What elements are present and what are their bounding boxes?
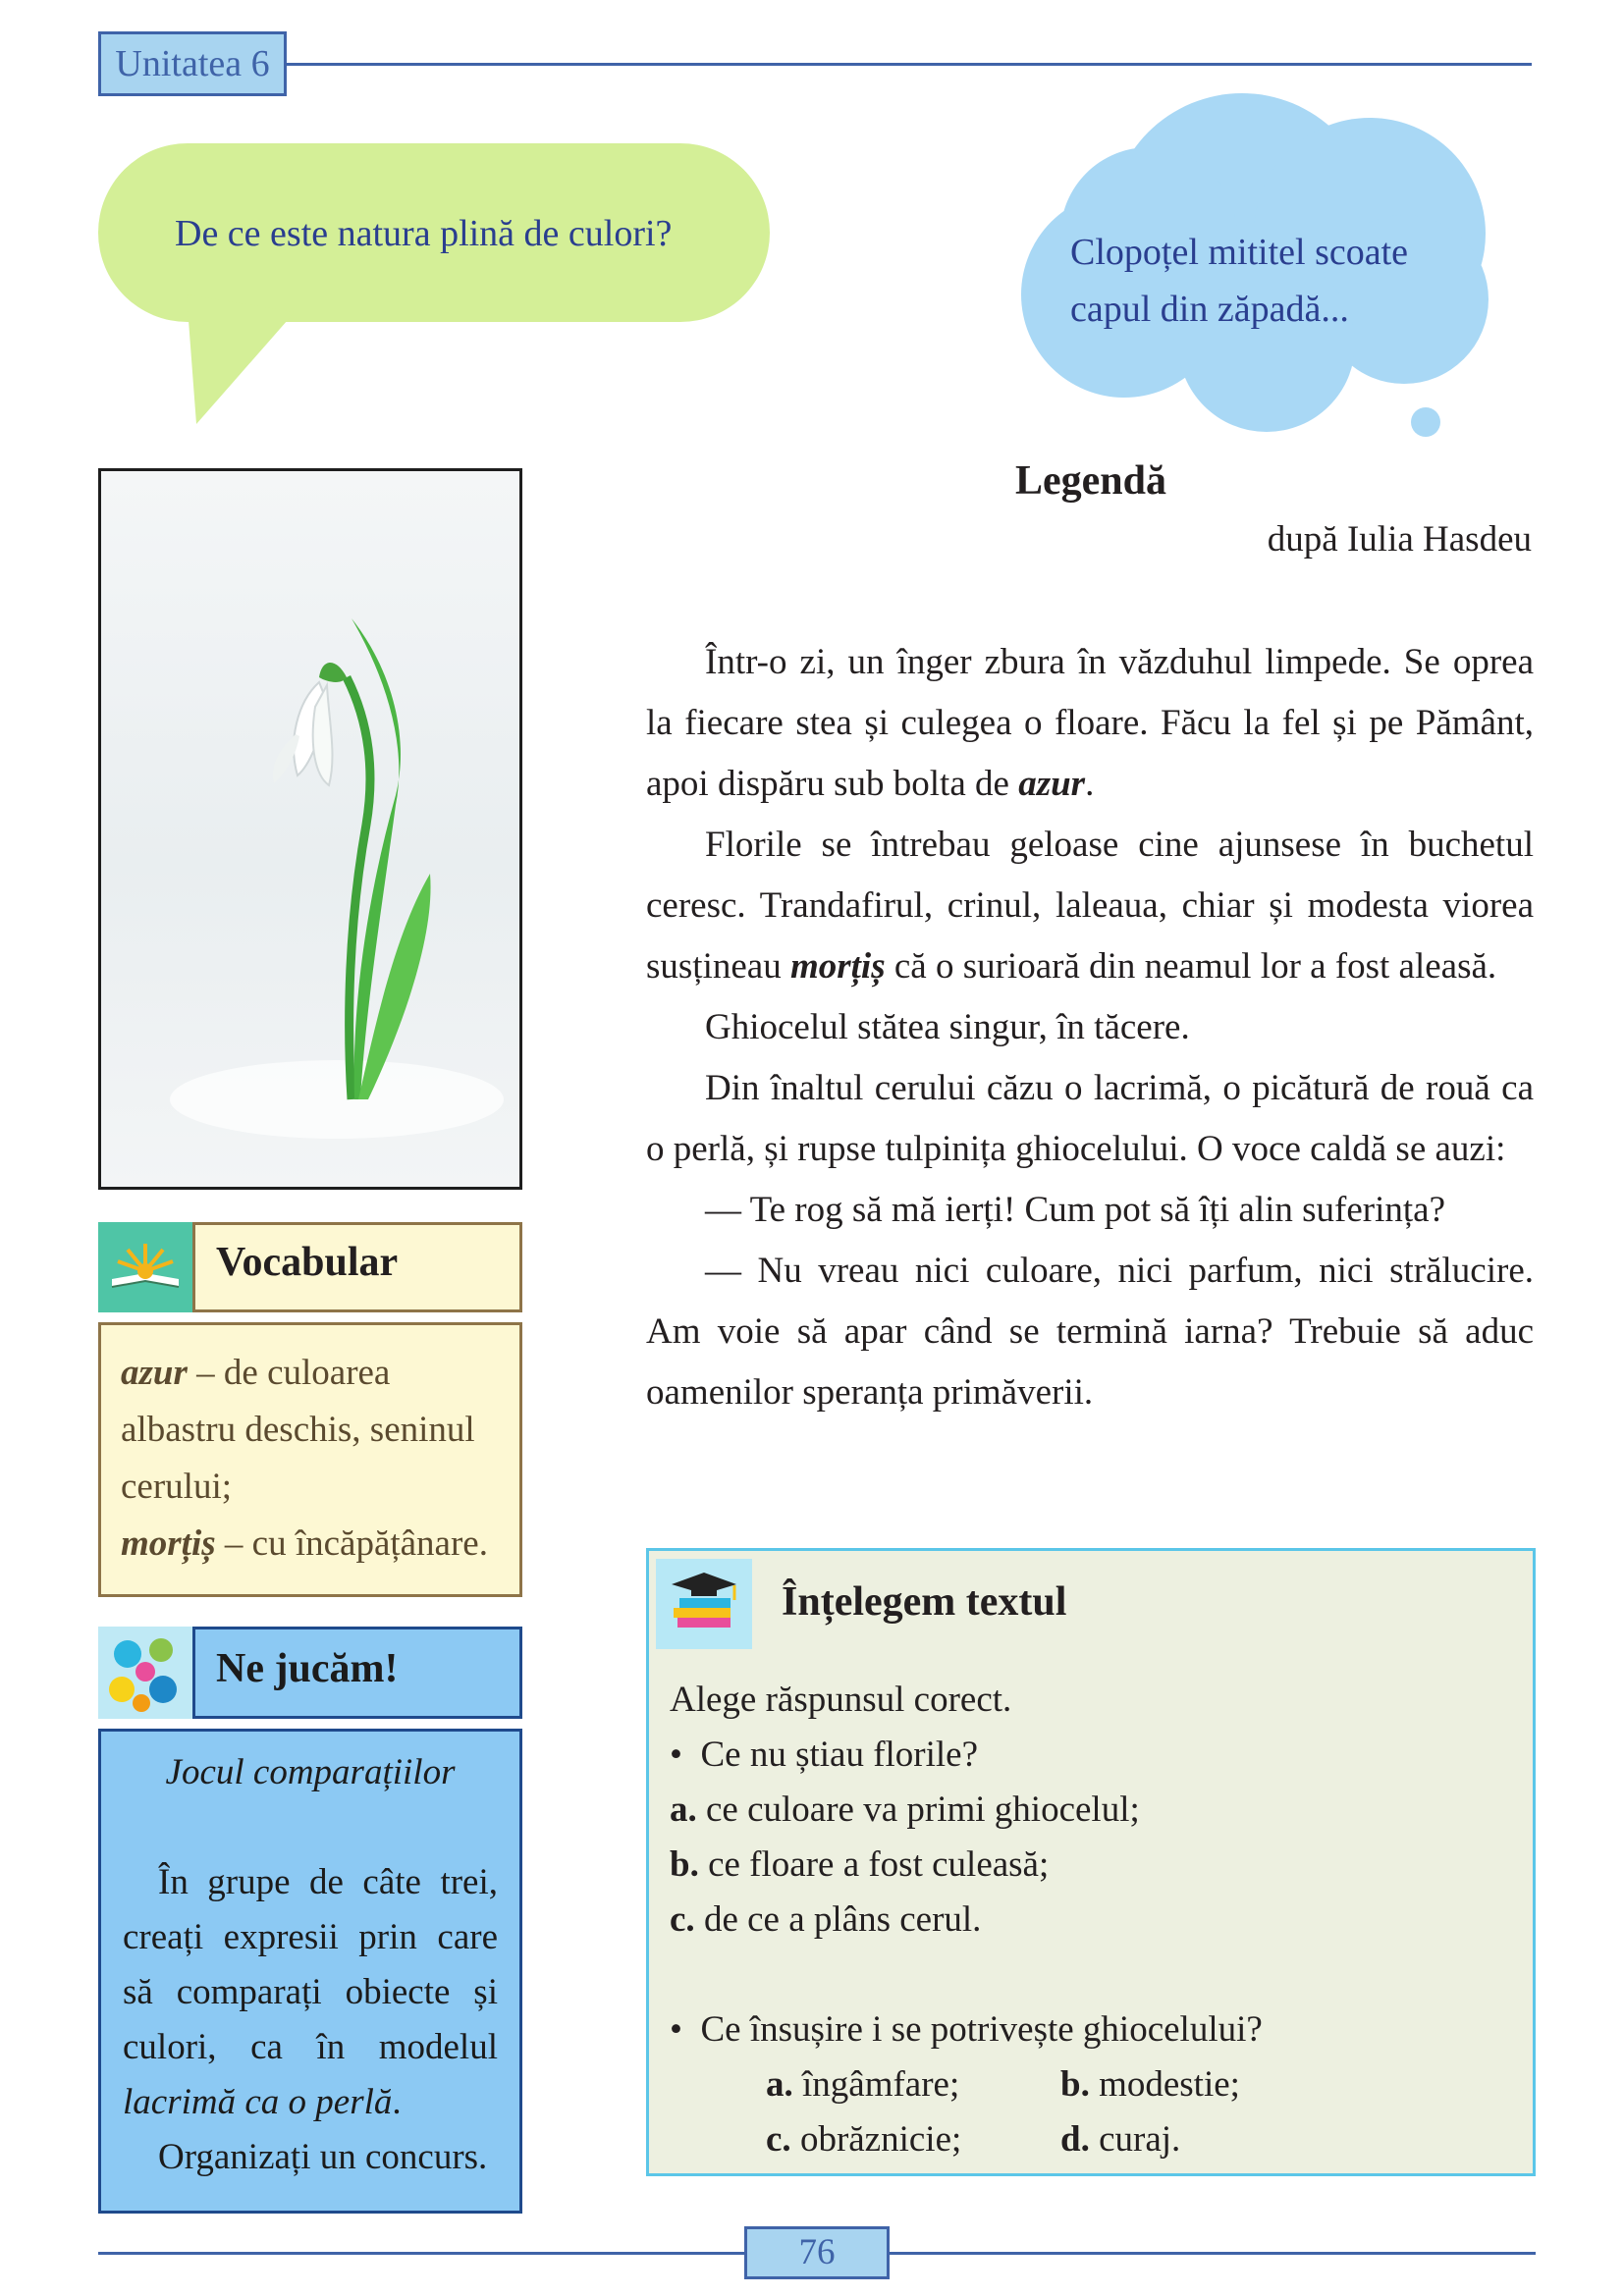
hands-icon [98, 1627, 192, 1719]
vocab-title: Vocabular [216, 1240, 399, 1285]
vocab-term: azur [121, 1353, 188, 1393]
thought-bubble-text [1070, 224, 1463, 338]
unit-label: Unitatea 6 [98, 31, 287, 96]
story-paragraph: Florile se întrebau geloase cine ajunsese în buchetul ceresc. Trandafirul, crinul, laleaua, chiar și modesta viorea susțineau morțiș că o surioară din neamul lor a fost aleasă. [646, 825, 1534, 987]
game-example: lacrimă ca o perlă [123, 2082, 393, 2122]
q2-option-b[interactable]: b. modestie; [1060, 2064, 1240, 2105]
vocab-term: morțiș [121, 1523, 216, 1564]
q2-option-a[interactable]: a. îngâmfare; [766, 2064, 960, 2105]
q2-option-d[interactable]: d. curaj. [1060, 2119, 1181, 2160]
bullet-icon: • [670, 2009, 701, 2050]
story-author: după Iulia Hasdeu [1267, 519, 1532, 560]
story-paragraph: Ghiocelul stătea singur, în tăcere. [705, 1007, 1190, 1047]
comprehension-title: Înțelegem textul [782, 1579, 1067, 1625]
bullet-icon: • [670, 1735, 701, 1775]
thought-line-1: Clopoțel mititel scoate [1070, 232, 1409, 273]
story-term-azur: azur [1018, 764, 1086, 804]
story-text [646, 632, 1534, 1423]
snowdrop-photo [98, 468, 522, 1190]
footer-rule-left [98, 2252, 744, 2255]
game-final: Organizați un concurs. [158, 2137, 488, 2177]
game-panel [98, 1729, 522, 2214]
q2-options-row-2 [670, 2112, 1514, 2167]
story-title: Legendă [1015, 458, 1167, 504]
speech-bubble [98, 143, 770, 424]
story-paragraph: Din înaltul cerului căzu o lacrimă, o picătură de rouă ca o perlă, și rupse tulpinița ghiocelului. O voce caldă se auzi: [646, 1068, 1534, 1169]
graduation-books-icon [656, 1559, 752, 1649]
q2-option-c[interactable]: c. obrăznicie; [766, 2119, 962, 2160]
book-icon [98, 1222, 192, 1312]
comprehension-body [670, 1673, 1514, 2167]
question-2: • Ce însușire i se potrivește ghiocelului? [670, 2009, 1263, 2050]
q1-option-c[interactable]: c. de ce a plâns cerul. [670, 1899, 982, 1940]
speech-bubble-text: De ce este natura plină de culori? [175, 213, 673, 254]
story-dialogue: — Nu vreau nici culoare, nici parfum, nici strălucire. Am voie să apar când se termină iarna? Trebuie să aduc oamenilor speranța primăverii. [646, 1251, 1534, 1413]
story-term-mortis: morțiș [789, 946, 886, 987]
question-1: • Ce nu știau florile? [670, 1735, 979, 1775]
story-dialogue: — Te rog să mă ierți! Cum pot să îți alin suferința? [705, 1190, 1446, 1230]
vocab-entry-2 [121, 1516, 500, 1573]
vocab-definition: – cu încăpățânare. [215, 1523, 488, 1564]
footer-rule-right [890, 2252, 1536, 2255]
game-title: Ne jucăm! [216, 1646, 399, 1691]
q2-options-row-1 [670, 2057, 1514, 2112]
vocab-entry-1 [121, 1345, 500, 1516]
game-instructions [123, 1855, 498, 2130]
q1-option-a[interactable]: a. ce culoare va primi ghiocelul; [670, 1789, 1140, 1830]
thought-line-2: capul din zăpadă... [1070, 289, 1349, 330]
q1-option-b[interactable]: b. ce floare a fost culeasă; [670, 1844, 1050, 1885]
vocab-definition: – de culoarea albastru deschis, seninul cerului; [121, 1353, 475, 1507]
game-text-end: . [392, 2082, 402, 2122]
vocab-panel [98, 1322, 522, 1597]
story-paragraph: Într-o zi, un înger zbura în văzduhul limpede. Se oprea la fiecare stea și culegea o floare. Făcu la fel și pe Pământ, apoi dispăru sub bolta de azur. [646, 642, 1534, 804]
game-subtitle: Jocul comparațiilor [165, 1752, 456, 1792]
instruction: Alege răspunsul corect. [670, 1680, 1012, 1720]
page-number: 76 [744, 2226, 890, 2279]
game-text: În grupe de câte trei, creați expresii prin care să comparați obiecte și culori, ca în modelul [123, 1862, 498, 2067]
